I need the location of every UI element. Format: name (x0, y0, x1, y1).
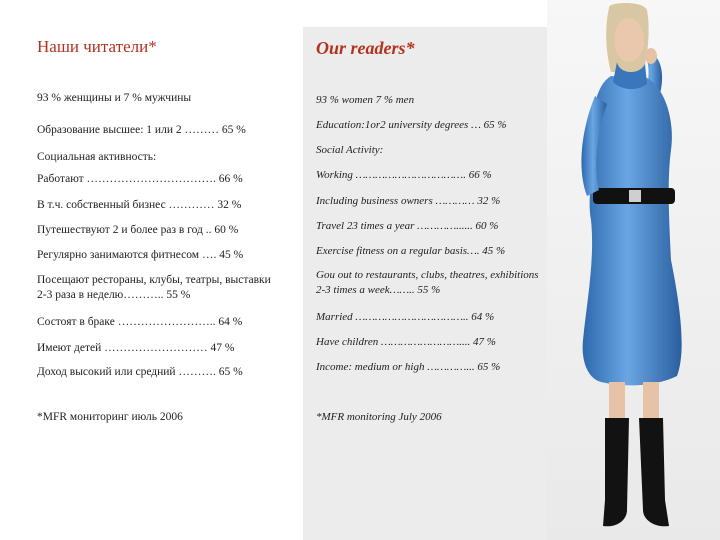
russian-row-travel: Путешествуют 2 и более раз в год .. 60 % (37, 224, 239, 236)
russian-footnote: *MFR мониторинг июль 2006 (37, 411, 183, 423)
russian-row-children: Имеют детей ……………………… 47 % (37, 342, 235, 354)
russian-row-education: Образование высшее: 1 или 2 ……… 65 % (37, 124, 246, 136)
russian-row-working: Работают ……………………………. 66 % (37, 173, 243, 185)
russian-row-fitness: Регулярно занимаются фитнесом …. 45 % (37, 249, 244, 261)
russian-title: Наши читатели* (37, 37, 157, 56)
russian-row-married: Состоят в браке …………………….. 64 % (37, 316, 243, 328)
model-illustration (547, 0, 720, 540)
russian-row-business: В т.ч. собственный бизнес ………… 32 % (37, 199, 242, 211)
english-row-social-heading: Social Activity: (316, 144, 384, 156)
english-row-income: Income: medium or high …………... 65 % (316, 361, 501, 373)
fashion-model-photo (547, 0, 720, 540)
russian-row-social-heading: Социальная активность: (37, 151, 157, 163)
english-footnote: *MFR monitoring July 2006 (316, 411, 442, 423)
english-row-business: Including business owners ………… 32 % (316, 195, 501, 207)
english-row-married: Married …………………………….. 64 % (316, 311, 495, 323)
english-row-restaurants: Gou out to restaurants, clubs, theatres, exhibitions 2-3 times a week…….. 55 % (316, 269, 539, 296)
english-row-education: Education:1or2 university degrees … 65 % (316, 119, 507, 131)
russian-column (0, 0, 300, 540)
english-row-gender: 93 % women 7 % men (316, 94, 415, 106)
russian-row-gender: 93 % женщины и 7 % мужчины (37, 92, 192, 104)
russian-row-income: Доход высокий или средний ………. 65 % (37, 366, 243, 378)
english-title: Our readers* (316, 38, 415, 58)
english-row-working: Working ……………………………. 66 % (316, 169, 492, 181)
russian-row-restaurants: Посещают рестораны, клубы, театры, выставки 2-3 раза в неделю……….. 55 % (37, 274, 271, 301)
english-row-fitness: Exercise fitness on a regular basis…. 45 % (316, 245, 506, 257)
english-row-travel: Travel 23 times a year …………...... 60 % (316, 220, 499, 232)
english-row-children: Have children …………………….... 47 % (316, 336, 496, 348)
